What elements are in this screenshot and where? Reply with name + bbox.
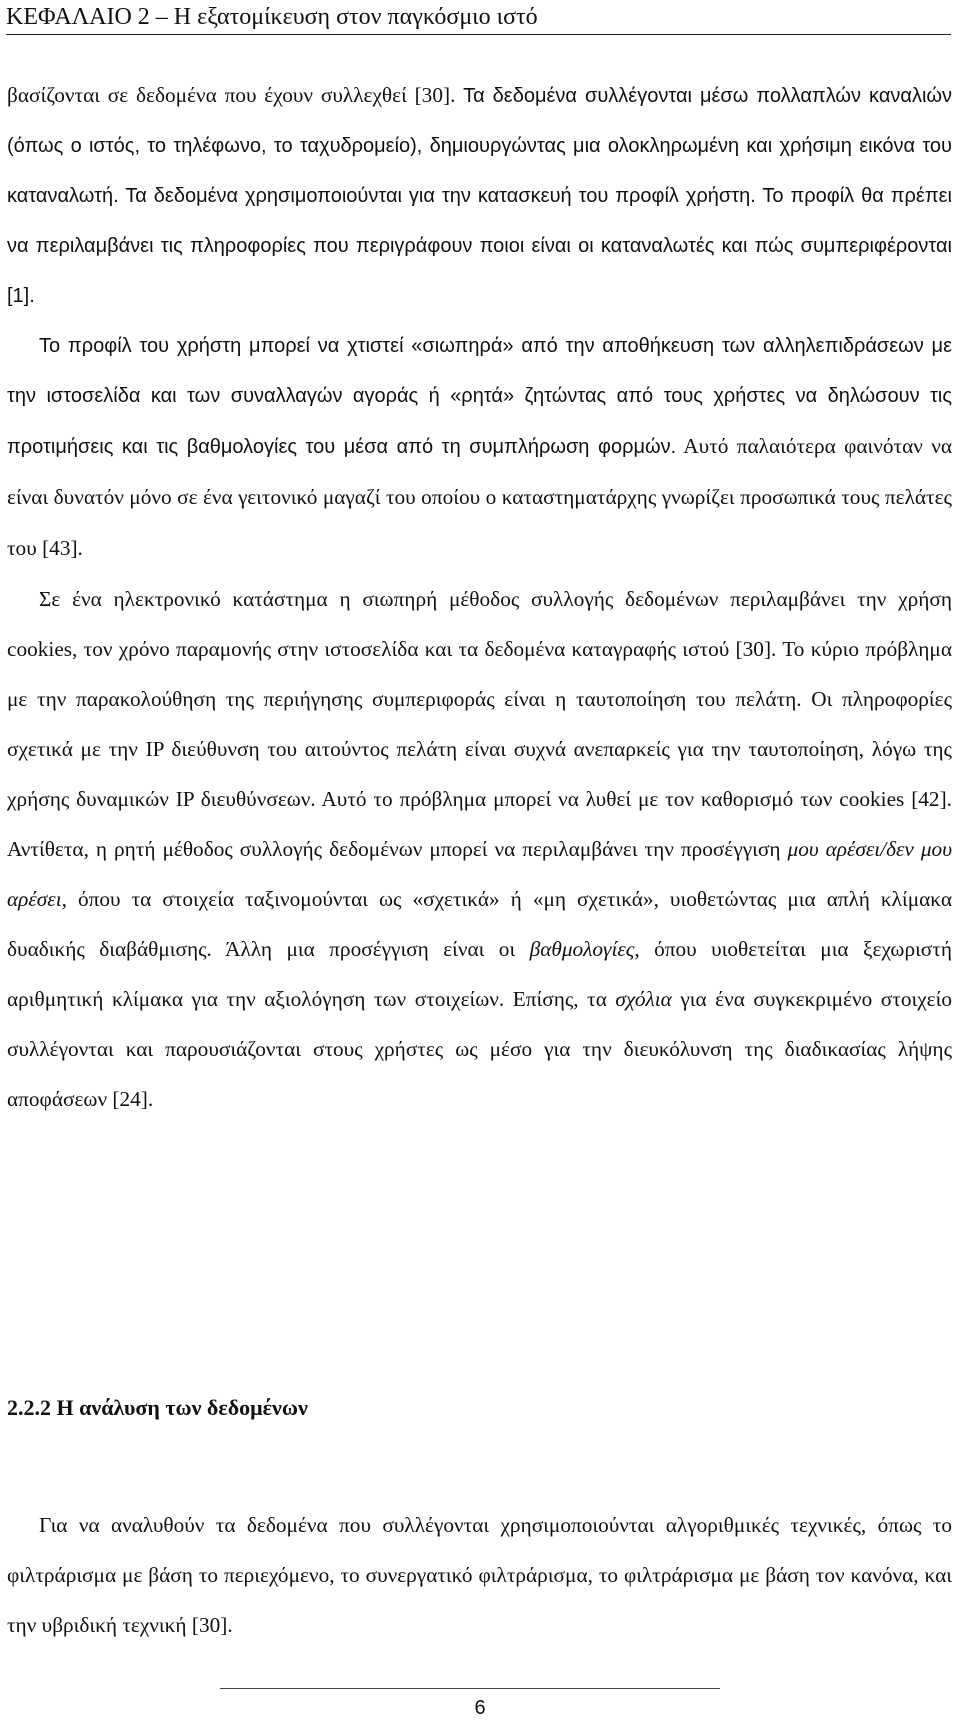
paragraph-profile-data bbox=[7, 70, 952, 321]
running-header: ΚΕΦΑΛΑΙΟ 2 – Η εξατομίκευση στον παγκόσμιο ιστό bbox=[6, 2, 951, 35]
paragraph-text: βασίζονται σε δεδομένα που έχουν συλλεχθεί [30]. bbox=[7, 83, 456, 107]
paragraph-analysis: Για να αναλυθούν τα δεδομένα που συλλέγονται χρησιμοποιούνται αλγοριθμικές τεχνικές, όπως το φιλτράρισμα με βάση το περιεχόμενο, το συνεργατικό φιλτράρισμα, το φιλτράρισμα με βάση τον κανόνα, και την υβριδική τεχνική [30]. bbox=[7, 1513, 952, 1637]
section-body bbox=[7, 1500, 952, 1650]
italic-term: βαθμολογίες bbox=[529, 937, 635, 961]
paragraph-text: Σε ένα ηλεκτρονικό κατάστημα η σιωπηρή μέθοδος συλλογής δεδομένων περιλαμβάνει την χρήση cookies, τον χρόνο παραμονής στην ιστοσελίδα και τα δεδομένα καταγραφής ιστού [30]. Το κύριο πρόβλημα με την παρακολούθηση της περιήγησης συμπεριφοράς είναι η ταυτοποίηση του πελάτη. Οι πληροφορίες σχετικά με την IP διεύθυνση του αιτούντος πελάτη είναι συχνά ανεπαρκείς για την ταυτοποίηση, λόγω της χρήσης δυναμικών IP διευθύνσεων. Αυτό το πρόβλημα μπορεί να λυθεί με τον καθορισμό των cookies [42]. Αντίθετα, η ρητή μέθοδος συλλογής δεδομένων μπορεί να περιλαμβάνει την προσέγγιση bbox=[7, 587, 952, 861]
paragraph-text: , όπου τα στοιχεία ταξινομούνται ως «σχετικά» ή «μη σχετικά», υιοθετώντας μια απλή κλίμακα δυαδικής διαβάθμισης. Άλλη μια προσέγγιση είναι οι bbox=[7, 887, 952, 961]
italic-term: σχόλια bbox=[615, 987, 672, 1011]
paragraph-text: Το προφίλ του χρήστη μπορεί να χτιστεί «σιωπηρά» από την αποθήκευση των αλληλεπιδράσεων με την ιστοσελίδα και των συναλλαγών αγοράς ή «ρητά» ζητώντας από τους χρήστες να δηλώσουν τις προτιμήσεις και τις βαθμολογίες του μέσα από τη συμπλήρωση φορμών. bbox=[7, 335, 952, 458]
body-text bbox=[7, 70, 952, 1124]
paragraph-text: , όπου υιοθετείται μια ξεχωριστή αριθμητική κλίμακα για την αξιολόγηση των στοιχείων. Επίσης, τα bbox=[7, 937, 952, 1011]
paragraph-collection-methods bbox=[7, 574, 952, 1124]
italic-term: μου αρέσει/δεν μου αρέσει bbox=[7, 837, 952, 911]
section-heading: 2.2.2 Η ανάλυση των δεδομένων bbox=[7, 1395, 308, 1420]
paragraph-text: Τα δεδομένα συλλέγονται μέσω πολλαπλών καναλιών (όπως ο ιστός, το τηλέφωνο, το ταχυδρομείο), δημιουργώντας μια ολοκληρωμένη και χρήσιμη εικόνα του καταναλωτή. Τα δεδομένα χρησιμοποιούνται για την κατασκευή του προφίλ χρήστη. Το προφίλ θα πρέπει να περιλαμβάνει τις πληροφορίες που περιγράφουν ποιοι είναι οι καταναλωτές και πώς συμπεριφέρονται [1]. bbox=[7, 85, 952, 307]
paragraph-text: για ένα συγκεκριμένο στοιχείο συλλέγονται και παρουσιάζονται στους χρήστες ως μέσο για την διευκόλυνση της διαδικασίας λήψης αποφάσεων [24]. bbox=[7, 987, 952, 1111]
page-number: 6 bbox=[474, 1697, 486, 1719]
paragraph-text: Αυτό παλαιότερα φαινόταν να είναι δυνατόν μόνο σε ένα γειτονικό μαγαζί του οποίου ο καταστηματάρχης γνωρίζει προσωπικά τους πελάτες του [43]. bbox=[7, 434, 952, 560]
paragraph-user-profile bbox=[7, 321, 952, 574]
footer-divider bbox=[220, 1688, 720, 1689]
